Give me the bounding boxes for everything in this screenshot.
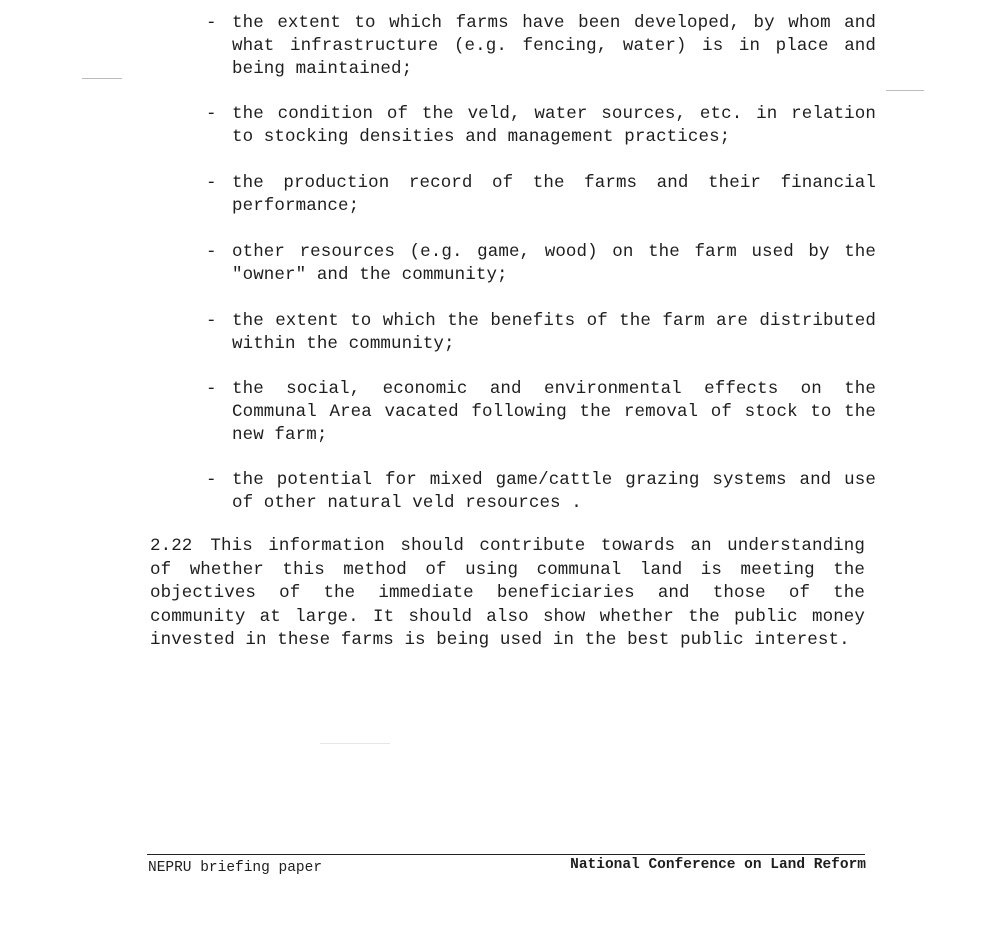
list-item	[196, 241, 876, 287]
paragraph-number: 2.22	[150, 536, 193, 556]
list-item	[196, 103, 876, 149]
scan-speck	[886, 90, 924, 91]
bullet-text: other resources (e.g. game, wood) on the farm used by the "owner" and the community;	[232, 242, 876, 285]
bullet-dash: -	[206, 104, 217, 124]
list-item	[196, 310, 876, 356]
bullet-dash: -	[206, 379, 217, 399]
bullet-list	[196, 8, 876, 515]
footer-divider	[147, 854, 865, 855]
bullet-text: the social, economic and environmental effects on the Communal Area vacated following the removal of stock to the new farm;	[232, 379, 876, 445]
bullet-dash: -	[206, 173, 217, 193]
bullet-dash: -	[206, 242, 217, 262]
scan-speck	[320, 743, 390, 744]
list-item	[196, 12, 876, 81]
bullet-dash: -	[206, 13, 217, 33]
bullet-text: the production record of the farms and their financial performance;	[232, 173, 876, 216]
bullet-text: the condition of the veld, water sources, etc. in relation to stocking densities and management practices;	[232, 104, 876, 147]
bullet-text: the extent to which the benefits of the farm are distributed within the community;	[232, 311, 876, 354]
list-item	[196, 172, 876, 218]
list-item	[196, 469, 876, 515]
scan-speck	[82, 78, 122, 79]
bullet-dash: -	[206, 311, 217, 331]
paragraph-text: This information should contribute towards an understanding of whether this method of using communal land is meeting the objectives of the immediate beneficiaries and those of the community at large. It should also show whether the public money invested in these farms is being used in the best public interest.	[150, 536, 865, 650]
bullet-text: the extent to which farms have been developed, by whom and what infrastructure (e.g. fencing, water) is in place and being maintained;	[232, 13, 876, 79]
paragraph-2-22	[150, 535, 865, 653]
bullet-dash: -	[206, 470, 217, 490]
footer-right-text: National Conference on Land Reform	[570, 857, 866, 873]
list-item	[196, 378, 876, 447]
bullet-text: the potential for mixed game/cattle grazing systems and use of other natural veld resources .	[232, 470, 876, 513]
footer-left-text: NEPRU briefing paper	[148, 860, 323, 876]
